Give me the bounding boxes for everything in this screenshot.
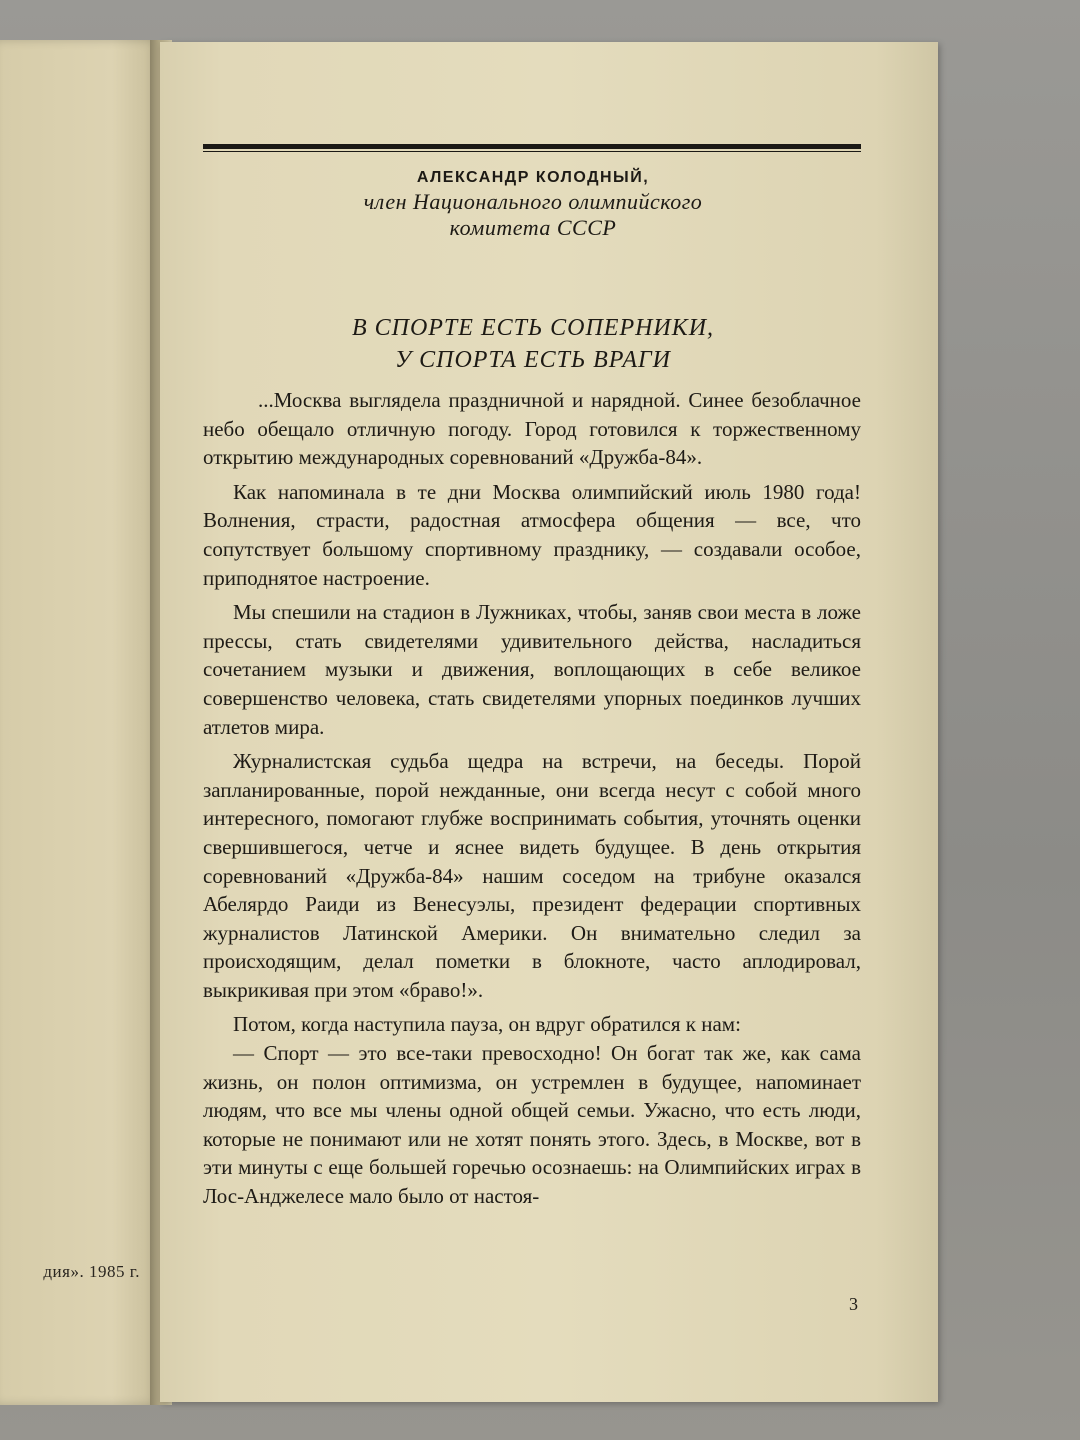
chapter-title: [200, 312, 866, 376]
header-rule: [203, 144, 861, 152]
author-block: [200, 167, 866, 241]
author-role-line2: комитета СССР: [449, 215, 617, 240]
page-number: 3: [849, 1294, 858, 1314]
paragraph: Мы спешили на стадион в Лужниках, чтобы, заняв свои места в ложе прессы, стать свидетелями удивительного действа, насладиться сочетанием музыки и движения, воплощающих в себе великое совершенство человека, стать свидетелями упорных поединков лучших атлетов мира.: [203, 600, 861, 739]
paragraph: Журналистская судьба щедра на встречи, на беседы. Порой запланированные, порой нежданные, они всегда несут с собой много интересного, помогают глубже воспринимать события, уточнять оценки свершившегося, четче и яснее видеть будущее. В день открытия соревнований «Дружба-84» нашим соседом на трибуне оказался Абелярдо Раиди из Венесуэлы, президент федерации спортивных журналистов Латинской Америки. Он внимательно следил за происходящим, делал пометки в блокноте, часто аплодировал, выкрикивая при этом «браво!».: [203, 749, 861, 1002]
chapter-title-line1: В СПОРТЕ ЕСТЬ СОПЕРНИКИ,: [351, 315, 715, 341]
body-text: [203, 386, 861, 1217]
left-page: [0, 40, 160, 1405]
paragraph: ...Москва выглядела праздничной и нарядной. Синее безоблачное небо обещало отличную погоду. Город готовился к торжественному открытию международных соревнований «Дружба-84».: [203, 388, 861, 470]
left-page-imprint: дия». 1985 г.: [43, 1262, 140, 1281]
author-name: АЛЕКСАНДР КОЛОДНЫЙ,: [416, 169, 650, 186]
chapter-title-line2: У СПОРТА ЕСТЬ ВРАГИ: [394, 347, 671, 373]
paragraph: — Спорт — это все-таки превосходно! Он богат так же, как сама жизнь, он полон оптимизма, он устремлен в будущее, напоминает людям, что все мы члены одной общей семьи. Ужасно, что есть люди, которые не понимают или не хотят понять этого. Здесь, в Москве, вот в эти минуты с еще большей горечью осознаешь: на Олимпийских играх в Лос-Анджелесе мало было от настоя-: [203, 1041, 861, 1209]
paragraph: Как напоминала в те дни Москва олимпийский июль 1980 года! Волнения, страсти, радостная атмосфера общения — все, что сопутствует большому спортивному празднику, — создавали особое, приподнятое настроение.: [203, 479, 861, 590]
paragraph: Потом, когда наступила пауза, он вдруг обратился к нам:: [233, 1012, 741, 1037]
author-role-line1: член Национального олимпийского: [363, 189, 703, 214]
